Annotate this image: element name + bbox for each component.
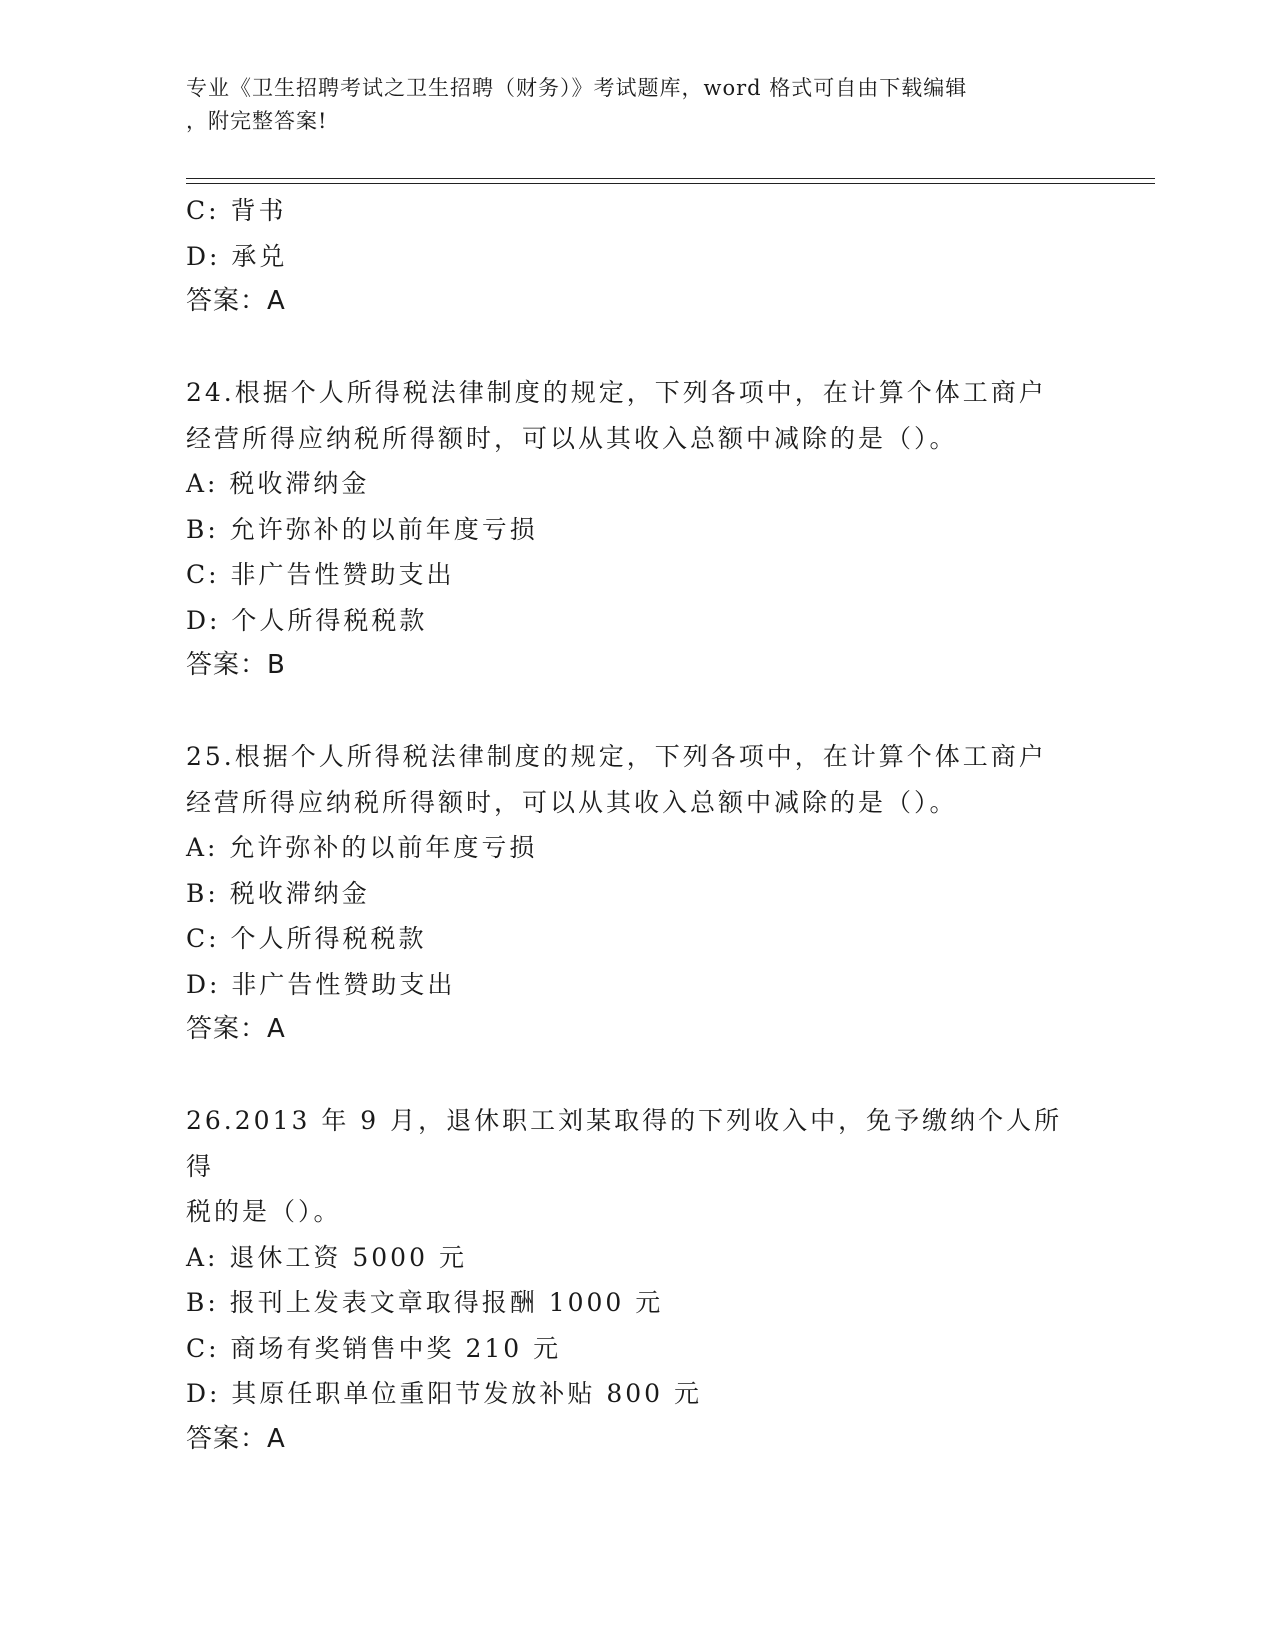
- question-text-line-1: 25.根据个人所得税法律制度的规定，下列各项中，在计算个体工商户: [186, 742, 1047, 771]
- answer: 答案：A: [186, 286, 286, 316]
- option-c: C: 背书: [186, 196, 287, 225]
- option-d: D: 个人所得税税款: [186, 605, 428, 635]
- question-text-line-2: 经营所得应纳税所得额时，可以从其收入总额中减除的是（）。: [186, 423, 958, 453]
- answer: 答案：A: [186, 1423, 286, 1454]
- header-divider-top: [186, 178, 1155, 179]
- option-b: B: 允许弥补的以前年度亏损: [186, 514, 538, 544]
- option-c: C: 个人所得税税款: [186, 924, 427, 953]
- option-b: B: 税收滞纳金: [186, 878, 370, 908]
- option-d: D: 非广告性赞助支出: [186, 969, 456, 999]
- question-24: [186, 370, 1086, 689]
- option-d: D: 承兑: [186, 241, 288, 271]
- question-26: [186, 1098, 1086, 1462]
- question-text-line-2: 经营所得应纳税所得额时，可以从其收入总额中减除的是（）。: [186, 787, 958, 817]
- answer: 答案：B: [186, 650, 286, 680]
- header-line-1: 专业《卫生招聘考试之卫生招聘（财务）》考试题库，word 格式可自由下载编辑: [186, 76, 968, 100]
- page-header: [186, 72, 1066, 138]
- option-a: A: 税收滞纳金: [186, 469, 370, 498]
- question-text-line-1: 26.2013 年 9 月，退休职工刘某取得的下列收入中，免予缴纳个人所得: [186, 1106, 1063, 1181]
- option-c: C: 商场有奖销售中奖 210 元: [186, 1333, 562, 1363]
- option-c: C: 非广告性赞助支出: [186, 560, 455, 589]
- spacer: [186, 689, 1086, 735]
- previous-question-tail: [186, 188, 1086, 325]
- answer: 答案：A: [186, 1014, 286, 1044]
- option-a: A: 允许弥补的以前年度亏损: [186, 833, 538, 862]
- spacer: [186, 325, 1086, 371]
- spacer: [186, 1053, 1086, 1099]
- header-line-2: ，附完整答案!: [186, 109, 328, 133]
- header-divider-bottom: [186, 183, 1155, 184]
- option-b: B: 报刊上发表文章取得报酬 1000 元: [186, 1288, 664, 1317]
- question-text-line-1: 24.根据个人所得税法律制度的规定，下列各项中，在计算个体工商户: [186, 378, 1047, 407]
- question-text-line-2: 税的是（）。: [186, 1197, 342, 1226]
- question-25: [186, 734, 1086, 1053]
- option-a: A: 退休工资 5000 元: [186, 1242, 467, 1272]
- question-list: [186, 188, 1086, 1462]
- option-d: D: 其原任职单位重阳节发放补贴 800 元: [186, 1379, 703, 1408]
